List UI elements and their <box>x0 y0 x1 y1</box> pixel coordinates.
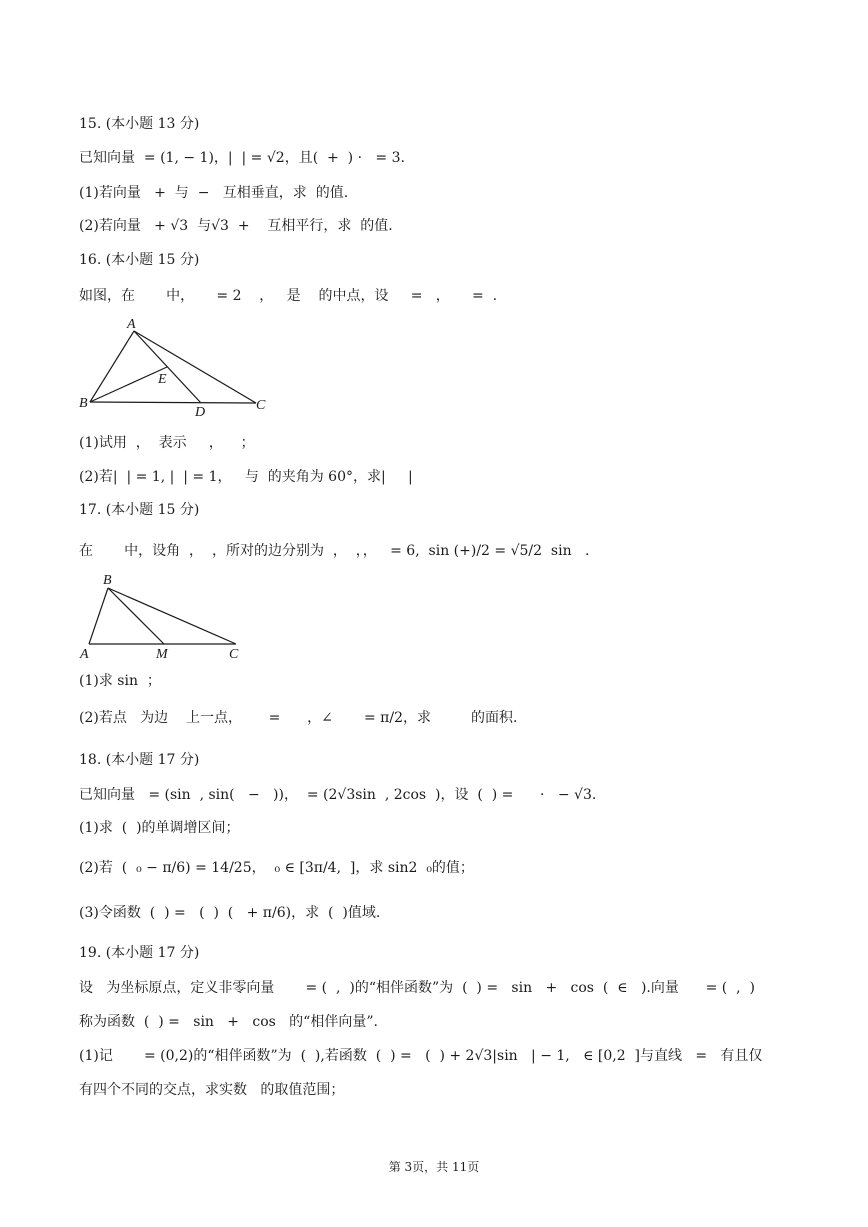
q19-given-line1: 设 为坐标原点，定义非零向量 = ( , )的“相伴函数”为 ( ) = sin + cos ( ∈ ).向量 = ( , ) <box>79 980 755 996</box>
fig2-label-c: C <box>229 647 239 662</box>
q18-part2: (2)若 ( ₀ − π/6) = 14/25， ₀ ∈ [3π/4, ]，求 sin2 ₀的值； <box>79 860 474 876</box>
fig1-label-d: D <box>195 405 206 420</box>
q16-header: 16. (本小题 15 分) <box>79 252 200 268</box>
triangle-figure-abc-m <box>78 570 248 665</box>
page-footer: 第 3页，共 11页 <box>388 1160 480 1174</box>
q18-given: 已知向量 = (sin , sin( − ))， = (2√3sin , 2cos )，设 ( ) = · − √3. <box>79 787 597 803</box>
q16-given: 如图，在 中， = 2 ， 是 的中点，设 = ， = . <box>79 288 498 304</box>
q15-given: 已知向量 = (1, − 1)，| | = √2，且( + ) · = 3. <box>79 150 405 166</box>
q19-part1-line1: (1)记 = (0,2)的“相伴函数”为 ( ),若函数 ( ) = ( ) + 2√3|sin | − 1, ∈ [0,2 ]与直线 = 有且仅 <box>79 1048 763 1064</box>
q15-header: 15. (本小题 13 分) <box>79 116 200 132</box>
fig1-label-e: E <box>158 372 167 387</box>
q17-part1: (1)求 sin ； <box>79 673 161 689</box>
fig1-label-a: A <box>127 317 136 332</box>
q17-given: 在 中，设角 ， ，所对的边分别为 ， ，， = 6, sin (+)/2 = √5/2 sin . <box>79 543 590 559</box>
q18-header: 18. (本小题 17 分) <box>79 752 200 768</box>
q19-given-line2: 称为函数 ( ) = sin + cos 的“相伴向量”. <box>79 1014 378 1030</box>
fig1-label-c: C <box>256 398 266 413</box>
fig2-label-b: B <box>103 573 112 588</box>
fig1-label-b: B <box>79 396 88 411</box>
q19-header: 19. (本小题 17 分) <box>79 945 200 961</box>
q17-part2: (2)若点 为边 上一点， = ，∠ = π/2，求 的面积. <box>79 710 518 726</box>
fig2-label-a: A <box>80 647 89 662</box>
fig2-label-m: M <box>156 647 168 662</box>
q18-part3: (3)令函数 ( ) = ( ) ( + π/6)，求 ( )值域. <box>79 905 381 921</box>
q15-part2: (2)若向量 + √3 与√3 + 互相平行，求 的值. <box>79 218 393 234</box>
q16-part1: (1)试用 ， 表示 ， ； <box>79 435 255 451</box>
q19-part1-line2: 有四个不同的交点，求实数 的取值范围； <box>79 1082 345 1098</box>
triangle-figure-abc-d-e <box>78 315 273 420</box>
q16-part2: (2)若| | = 1, | | = 1， 与 的夹角为 60°，求| | <box>79 469 413 485</box>
q18-part1: (1)求 ( )的单调增区间； <box>79 820 240 836</box>
q15-part1: (1)若向量 + 与 − 互相垂直，求 的值. <box>79 185 349 201</box>
q17-header: 17. (本小题 15 分) <box>79 502 200 518</box>
